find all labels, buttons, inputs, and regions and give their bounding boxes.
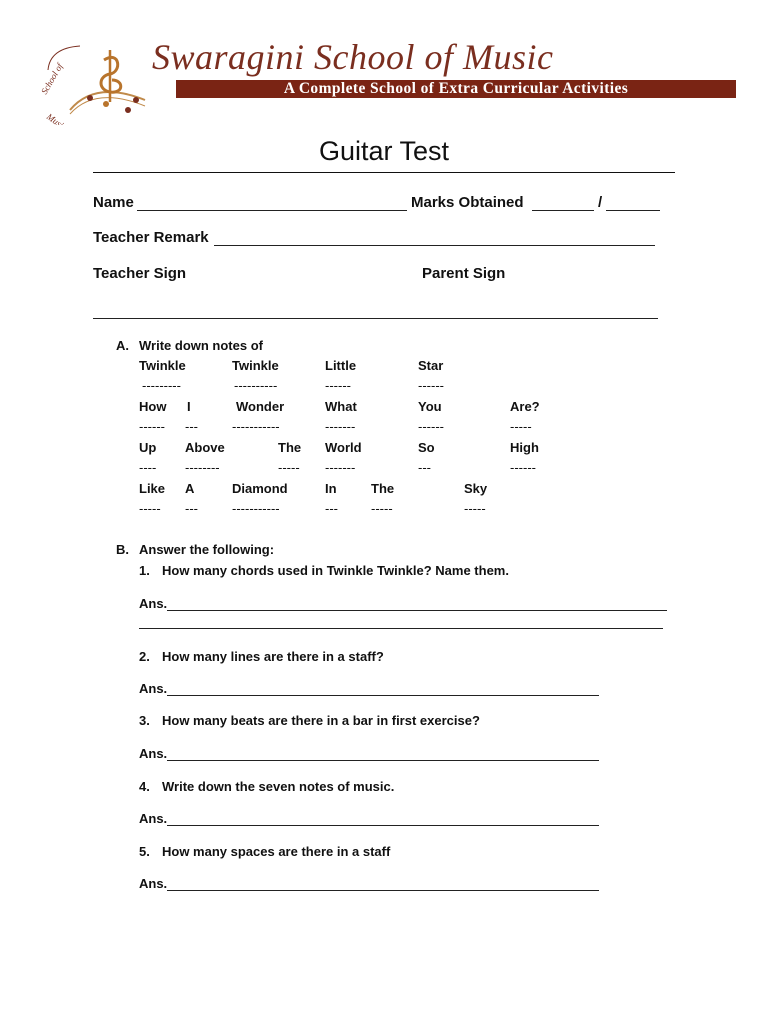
school-name: Swaragini School of Music — [152, 37, 554, 77]
marks-separator: / — [598, 194, 603, 211]
note-blank[interactable]: ----- — [464, 501, 486, 516]
note-blank[interactable]: ------ — [510, 460, 536, 475]
answer-line[interactable] — [167, 825, 599, 826]
lyric-word: Twinkle — [139, 358, 186, 373]
lyric-word: In — [325, 481, 337, 496]
note-blank[interactable]: ----- — [278, 460, 300, 475]
lyric-word: The — [278, 440, 302, 455]
lyric-word: Star — [418, 358, 444, 373]
lyric-word: High — [510, 440, 539, 455]
name-line[interactable] — [137, 210, 407, 211]
note-blank[interactable]: ------- — [325, 460, 356, 475]
answer-label: Ans. — [139, 876, 168, 891]
note-blank[interactable]: ----------- — [232, 501, 280, 516]
lyric-word: Are? — [510, 399, 540, 414]
lyric-word: Wonder — [236, 399, 285, 414]
question-number: 2. — [139, 649, 150, 664]
teacher-remark-line[interactable] — [214, 245, 655, 246]
teacher-sign-label: Teacher Sign — [93, 265, 187, 282]
lyric-word: The — [371, 481, 395, 496]
note-blank[interactable]: -------- — [185, 460, 220, 475]
note-blank[interactable]: ----------- — [232, 419, 280, 434]
lyric-word: Little — [325, 358, 357, 373]
note-blank[interactable]: --- — [325, 501, 338, 516]
note-blank[interactable]: ------ — [418, 419, 444, 434]
answer-line[interactable] — [167, 760, 599, 761]
lyric-word: So — [418, 440, 435, 455]
parent-sign-label: Parent Sign — [422, 265, 506, 282]
marks-obtained-line[interactable] — [532, 210, 594, 211]
question-number: 3. — [139, 713, 150, 728]
question-number: 1. — [139, 563, 150, 578]
answer-line[interactable] — [167, 695, 599, 696]
answer-label: Ans. — [139, 811, 168, 826]
question-text: How many chords used in Twinkle Twinkle? Name them. — [162, 563, 509, 578]
answer-label: Ans. — [139, 746, 168, 761]
answer-label: Ans. — [139, 596, 168, 611]
note-blank[interactable]: ----- — [139, 501, 161, 516]
name-label: Name — [93, 194, 134, 211]
section-b-heading: Answer the following: — [139, 542, 275, 557]
lyric-word: Above — [185, 440, 225, 455]
question-text: How many lines are there in a staff? — [162, 649, 384, 664]
question-text: How many spaces are there in a staff — [162, 844, 391, 859]
school-tagline: A Complete School of Extra Curricular Activities — [176, 80, 736, 98]
note-blank[interactable]: --- — [185, 419, 198, 434]
note-blank[interactable]: ---------- — [234, 378, 278, 393]
lyric-word: World — [325, 440, 362, 455]
marks-total-line[interactable] — [606, 210, 660, 211]
lyric-word: Twinkle — [232, 358, 279, 373]
section-a-heading: Write down notes of — [139, 338, 263, 353]
lyric-word: How — [139, 399, 167, 414]
lyric-word: Up — [139, 440, 157, 455]
answer-line[interactable] — [167, 890, 599, 891]
answer-line-extra[interactable] — [139, 628, 663, 629]
signature-line[interactable] — [93, 318, 658, 319]
question-number: 5. — [139, 844, 150, 859]
note-blank[interactable]: ---- — [139, 460, 157, 475]
teacher-remark-label: Teacher Remark — [93, 229, 209, 246]
note-blank[interactable]: --- — [185, 501, 198, 516]
note-blank[interactable]: ------ — [139, 419, 165, 434]
lyric-word: What — [325, 399, 357, 414]
question-text: Write down the seven notes of music. — [162, 779, 395, 794]
svg-text:School of: School of — [40, 61, 65, 96]
question-text: How many beats are there in a bar in first exercise? — [162, 713, 480, 728]
section-a-marker: A. — [116, 338, 129, 353]
note-blank[interactable]: ------ — [325, 378, 351, 393]
answer-line[interactable] — [167, 610, 667, 611]
marks-label: Marks Obtained — [411, 194, 524, 211]
note-blank[interactable]: ----- — [371, 501, 393, 516]
svg-text:Music: Music — [44, 111, 69, 125]
note-blank[interactable]: ----- — [510, 419, 532, 434]
section-b-marker: B. — [116, 542, 129, 557]
lyric-word: Like — [139, 481, 166, 496]
lyric-word: Sky — [464, 481, 488, 496]
page-title: Guitar Test — [318, 136, 450, 166]
lyric-word: Diamond — [232, 481, 288, 496]
note-blank[interactable]: ------- — [325, 419, 356, 434]
note-blank[interactable]: --------- — [142, 378, 181, 393]
question-number: 4. — [139, 779, 150, 794]
school-logo — [40, 40, 150, 125]
title-rule — [93, 172, 675, 173]
answer-label: Ans. — [139, 681, 168, 696]
note-blank[interactable]: --- — [418, 460, 431, 475]
lyric-word: I — [187, 399, 191, 414]
lyric-word: A — [185, 481, 195, 496]
lyric-word: You — [418, 399, 442, 414]
note-blank[interactable]: ------ — [418, 378, 444, 393]
